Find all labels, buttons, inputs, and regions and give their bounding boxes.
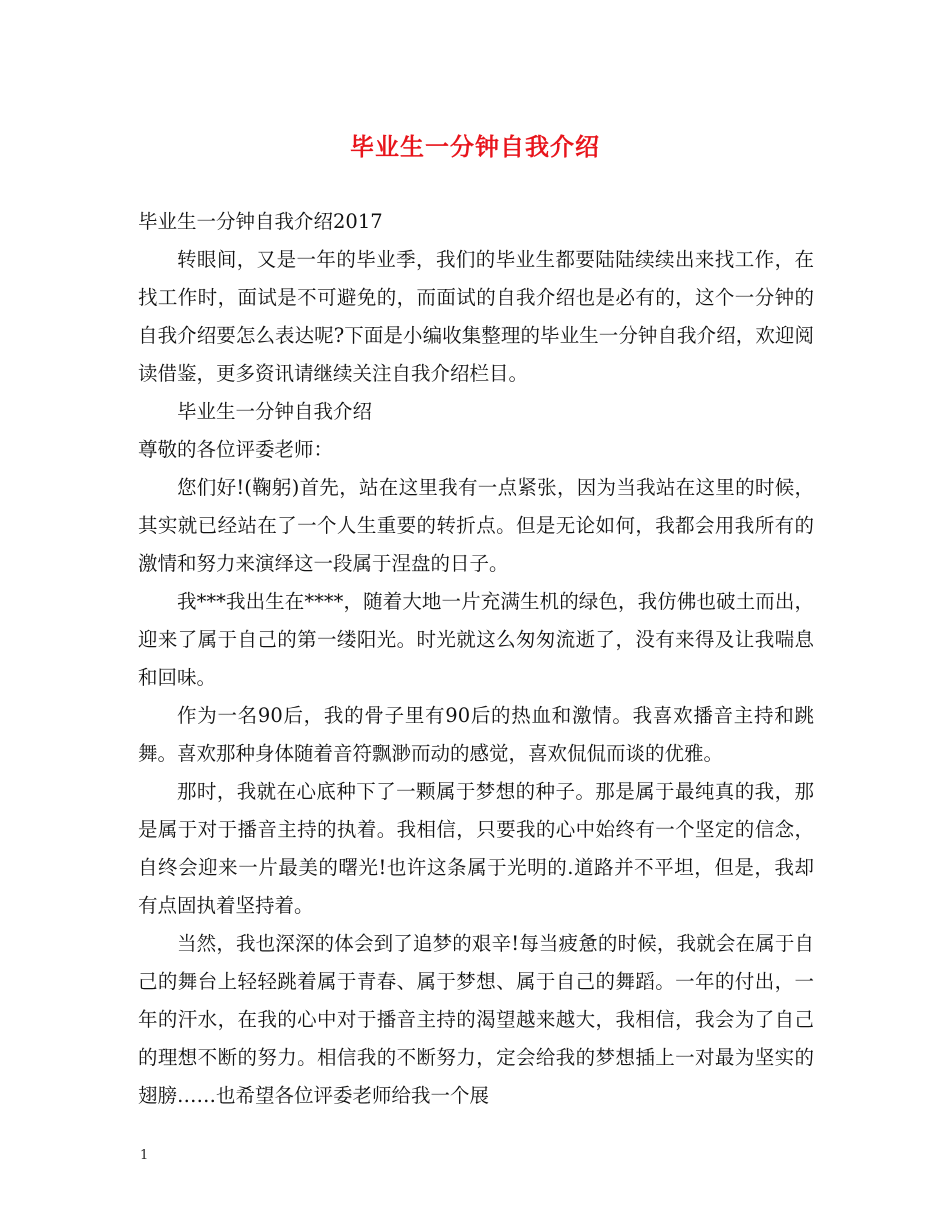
paragraph-subtitle: 毕业生一分钟自我介绍2017 <box>138 210 383 233</box>
paragraph-salutation: 尊敬的各位评委老师： <box>138 438 334 461</box>
paragraph-section-heading: 毕业生一分钟自我介绍 <box>177 400 373 423</box>
paragraph-hobbies: 作为一名90后，我的骨子里有90后的热血和激情。我喜欢播音主持和跳舞。喜欢那种身体随着音符飘渺而动的感觉，喜欢侃侃而谈的优雅。 <box>138 704 814 765</box>
document-body <box>138 203 814 1115</box>
document-title: 毕业生一分钟自我介绍 <box>350 132 600 161</box>
paragraph-effort: 当然，我也深深的体会到了追梦的艰辛!每当疲惫的时候，我就会在属于自己的舞台上轻轻跳着属于青春、属于梦想、属于自己的舞蹈。一年的付出，一年的汗水，在我的心中对于播音主持的渴望越来越大，我相信，我会为了自己的理想不断的努力。相信我的不断努力，定会给我的梦想插上一对最为坚实的翅膀……也希望各位评委老师给我一个展 <box>138 932 814 1107</box>
page-number: 1 <box>140 1148 149 1163</box>
paragraph-intro: 转眼间，又是一年的毕业季，我们的毕业生都要陆陆续续出来找工作，在找工作时，面试是不可避免的，而面试的自我介绍也是必有的，这个一分钟的自我介绍要怎么表达呢?下面是小编收集整理的毕业生一分钟自我介绍，欢迎阅读借鉴，更多资讯请继续关注自我介绍栏目。 <box>138 248 814 385</box>
paragraph-greeting: 您们好!(鞠躬)首先，站在这里我有一点紧张，因为当我站在这里的时候，其实就已经站在了一个人生重要的转折点。但是无论如何，我都会用我所有的激情和努力来演绎这一段属于涅盘的日子。 <box>138 476 814 575</box>
paragraph-birth: 我***我出生在****，随着大地一片充满生机的绿色，我仿佛也破土而出，迎来了属于自己的第一缕阳光。时光就这么匆匆流逝了，没有来得及让我喘息和回味。 <box>138 590 814 689</box>
paragraph-dream: 那时，我就在心底种下了一颗属于梦想的种子。那是属于最纯真的我，那是属于对于播音主持的执着。我相信，只要我的心中始终有一个坚定的信念，自终会迎来一片最美的曙光!也许这条属于光明的.道路并不平坦，但是，我却有点固执着坚持着。 <box>138 780 814 917</box>
